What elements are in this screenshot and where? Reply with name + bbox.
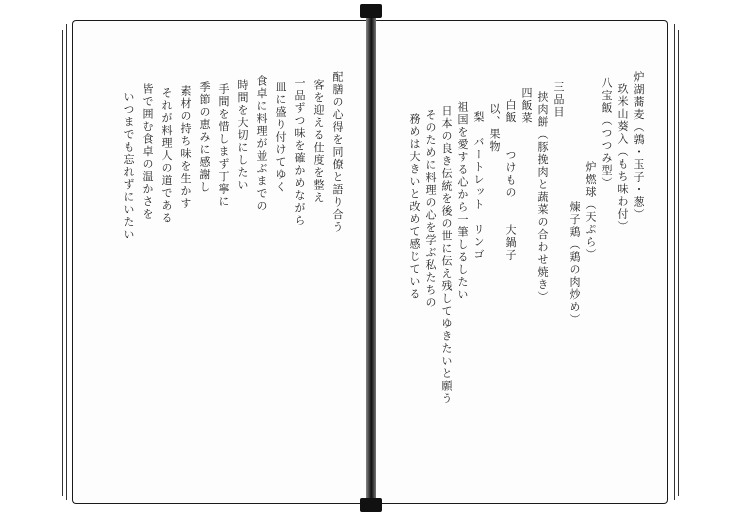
handwritten-column: 皿に盛り付けてゆく (274, 81, 287, 194)
handwritten-column: そのために料理の心を学ぶ私たちの (424, 109, 437, 309)
book-spine (366, 14, 376, 510)
left-page (72, 20, 372, 504)
handwritten-column: 祖国を愛する心から一筆しるしたい (456, 101, 469, 301)
handwritten-column: 梨 バートレット リンゴ (472, 111, 485, 261)
right-page (370, 20, 668, 504)
handwritten-column: 炉湖蕎麦（鶉・玉子・葱） (632, 71, 645, 221)
handwritten-column: 務めは大きいと改めて感じている (408, 113, 421, 301)
handwritten-column: 手間を惜しまず丁寧に (217, 83, 230, 208)
handwritten-column: 皆で囲む食卓の温かさを (141, 83, 154, 221)
handwritten-column: いつまでも忘れずにいたい (122, 91, 135, 241)
handwritten-column: 季節の恵みに感謝し (198, 81, 211, 194)
handwritten-column: 素材の持ち味を生かす (179, 85, 192, 210)
handwritten-column: 三品目 (552, 81, 565, 119)
handwritten-column: 時間を大切にしたい (236, 79, 249, 192)
handwritten-column: 以、果物 (488, 103, 501, 153)
binding-tab-bottom (360, 498, 382, 512)
handwritten-column: 白飯 つけもの 大鍋子 (504, 99, 517, 262)
handwritten-column: 配膳の心得を同僚と語り合う (331, 71, 344, 234)
handwritten-column: 一品ずつ味を確かめながら (293, 77, 306, 227)
page-edge-right-outer (672, 30, 679, 496)
handwritten-column: 四飯菜 (520, 87, 533, 125)
handwritten-column: 八宝飯（つつみ型） (600, 77, 613, 190)
handwritten-column: 玖米山葵入（もち味わ付） (616, 83, 629, 233)
handwritten-column: 炉燃球（天ぷら） (584, 161, 597, 261)
handwritten-column: 日本の良き伝統を後の世に伝え残してゆきたいと願う (440, 105, 453, 405)
binding-tab-top (360, 4, 382, 18)
handwritten-column: それが料理人の道である (160, 87, 173, 225)
handwritten-column: 挟肉餅（豚挽肉と蔬菜の合わせ焼き） (536, 91, 549, 304)
handwritten-column: 煉子鶏（鶏の肉炒め） (568, 201, 581, 326)
handwritten-column: 客を迎える仕度を整え (312, 79, 325, 204)
handwritten-column: 食卓に料理が並ぶまでの (255, 75, 268, 213)
